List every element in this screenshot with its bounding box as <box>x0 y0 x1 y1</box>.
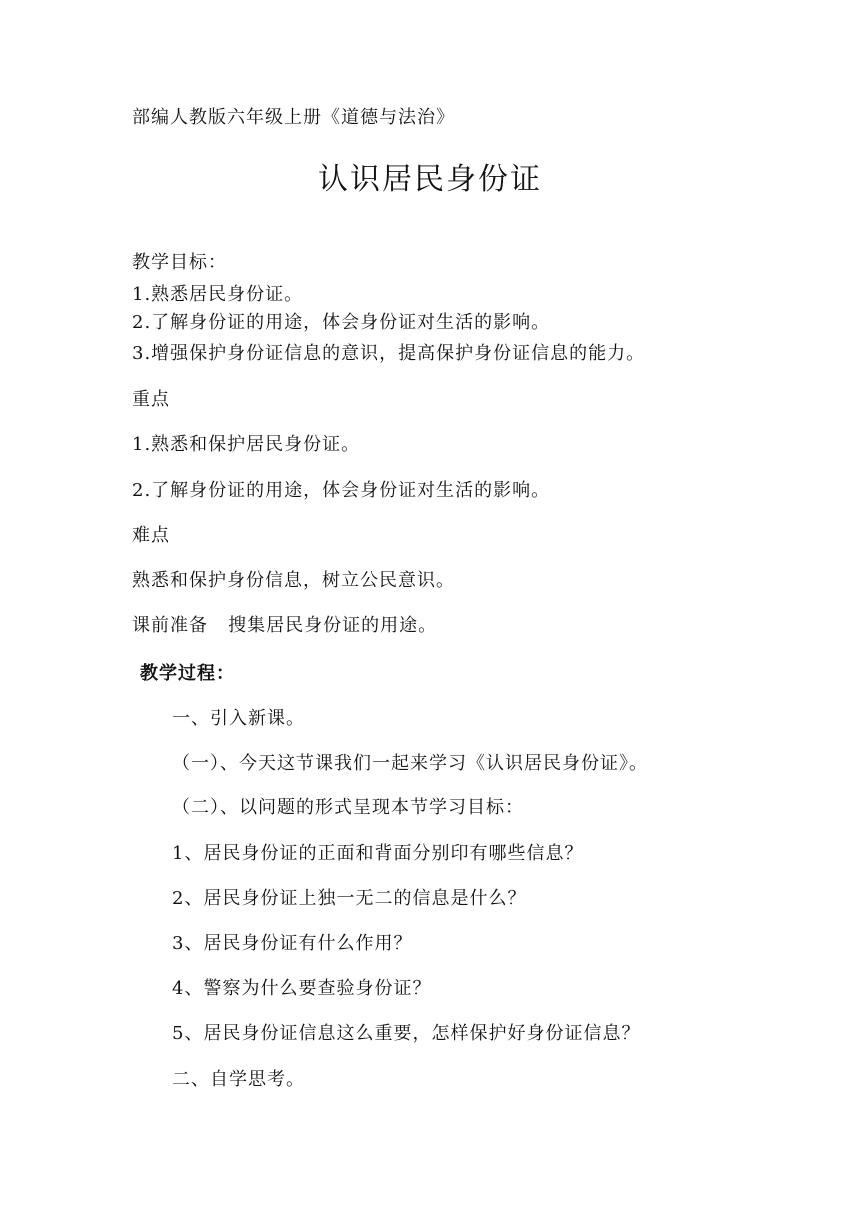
subsection-text: （一）、今天这节课我们一起来学习《认识居民身份证》。 <box>172 753 648 774</box>
key-points-heading: 重点 <box>132 389 170 410</box>
difficulties-text: 熟悉和保护身份信息，树立公民意识。 <box>132 570 455 591</box>
question-item: 4、警察为什么要查验身份证？ <box>172 978 432 999</box>
objective-item: 2.了解身份证的用途，体会身份证对生活的影响。 <box>132 312 551 333</box>
section-heading: 一、引入新课。 <box>172 708 305 729</box>
key-point-item: 2.了解身份证的用途，体会身份证对生活的影响。 <box>132 480 551 501</box>
process-heading: 教学过程： <box>140 663 235 684</box>
key-point-item: 1.熟悉和保护居民身份证。 <box>132 434 361 455</box>
question-item: 2、居民身份证上独一无二的信息是什么？ <box>172 888 527 909</box>
difficulties-heading: 难点 <box>132 525 170 546</box>
document-title: 认识居民身份证 <box>318 162 542 197</box>
document-subtitle: 部编人教版六年级上册《道德与法治》 <box>132 107 455 128</box>
objectives-heading: 教学目标： <box>132 252 227 273</box>
subsection-text: （二）、以问题的形式呈现本节学习目标： <box>172 797 524 818</box>
objective-item: 3.增强保护身份证信息的意识，提高保护身份证信息的能力。 <box>132 343 646 364</box>
question-item: 3、居民身份证有什么作用？ <box>172 933 413 954</box>
preparation-text: 课前准备 搜集居民身份证的用途。 <box>132 615 438 636</box>
question-item: 5、居民身份证信息这么重要，怎样保护好身份证信息？ <box>172 1023 641 1044</box>
objective-item: 1.熟悉居民身份证。 <box>132 284 304 305</box>
section-heading: 二、自学思考。 <box>172 1069 305 1090</box>
question-item: 1、居民身份证的正面和背面分别印有哪些信息？ <box>172 843 584 864</box>
